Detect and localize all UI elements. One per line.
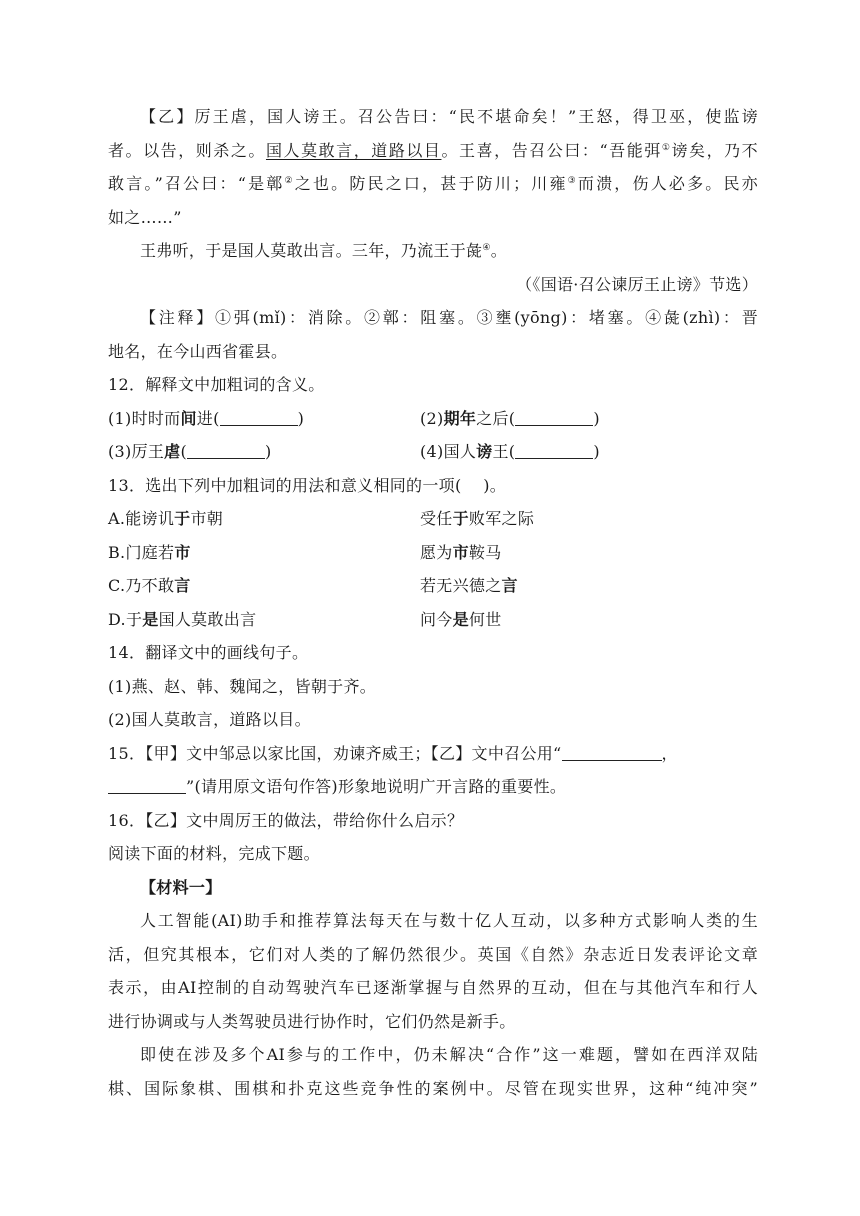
q13-option-c[interactable]: C.乃不敢言 若无兴德之言 bbox=[108, 576, 518, 595]
material-line: 活，但究其根本，它们对人类的了解仍然很少。英国《自然》杂志近日发表评论文章 bbox=[108, 944, 758, 964]
passage-line: 者。以告，则杀之。国人莫敢言，道路以目。王喜，告召公曰：“吾能弭①谤矣，乃不 bbox=[108, 140, 758, 160]
question-12-row bbox=[108, 402, 758, 436]
question-14-stem: 14．翻译文中的画线句子。 bbox=[108, 643, 309, 662]
underlined-sentence: 国人莫敢言，道路以目 bbox=[265, 140, 442, 160]
answer-blank[interactable] bbox=[515, 442, 593, 459]
document-page bbox=[108, 100, 758, 1105]
material-line: 进行协调或与人类驾驶员进行协作时，它们仍然是新手。 bbox=[108, 1011, 516, 1031]
material-heading: 【材料一】 bbox=[140, 877, 222, 897]
material-line: 棋、国际象棋、围棋和扑克这些竞争性的案例中。尽管在现实世界，这种“纯冲突” bbox=[108, 1078, 758, 1098]
question-15-line: 15．【甲】文中邹忌以家比国，劝谏齐威王；【乙】文中召公用“ ， bbox=[108, 743, 678, 763]
passage-line: 王弗听，于是国人莫敢出言。三年，乃流王于彘④。 bbox=[140, 241, 507, 260]
question-13-stem: 13．选出下列中加粗词的用法和意义相同的一项( )。 bbox=[108, 475, 507, 495]
question-15-line: ”(请用原文语句作答)形象地说明广开言路的重要性。 bbox=[108, 770, 758, 804]
answer-blank[interactable] bbox=[108, 777, 186, 794]
source-citation: （《国语·召公谏厉王止谤》节选） bbox=[516, 274, 758, 294]
q13-option-d[interactable]: D.于是国人莫敢出言 问今是何世 bbox=[108, 609, 502, 629]
passage-line: 敢言。”召公曰：“是鄣②之也。防民之口，甚于防川；川雍③而溃，伤人必多。民亦 bbox=[108, 174, 758, 193]
answer-blank[interactable] bbox=[515, 409, 593, 426]
passage-line: 【乙】厉王虐，国人谤王。召公告曰：“民不堪命矣！”王怒，得卫巫，使监谤 bbox=[140, 107, 758, 126]
question-16-stem: 16．【乙】文中周厉王的做法，带给你什么启示？ bbox=[108, 810, 464, 830]
answer-blank[interactable] bbox=[562, 744, 662, 761]
question-12-row bbox=[108, 435, 758, 469]
q12-item-1: (1)时时而间进( ) bbox=[108, 408, 305, 428]
annotation-line: 【注释】①弭(mǐ)：消除。②鄣：阻塞。③壅(yōng)：堵塞。④彘(zhì)：晋 bbox=[140, 308, 758, 327]
passage-line: 如之……” bbox=[108, 207, 182, 227]
q12-item-4: (4)国人谤王( ) bbox=[420, 442, 600, 461]
q12-item-2: (2)期年之后( ) bbox=[420, 408, 600, 428]
annotation-line: 地名，在今山西省霍县。 bbox=[108, 341, 288, 361]
material-line: 表示，由AI控制的自动驾驶汽车已逐渐掌握与自然界的互动，但在与其他汽车和行人 bbox=[108, 978, 758, 997]
q14-sentence-2: (2)国人莫敢言，道路以目。 bbox=[108, 710, 311, 729]
material-line: 即使在涉及多个AI参与的工作中，仍未解决“合作”这一难题，譬如在西洋双陆 bbox=[140, 1045, 758, 1064]
q13-option-b[interactable]: B.门庭若市 愿为市鞍马 bbox=[108, 542, 502, 562]
question-12-stem: 12．解释文中加粗词的含义。 bbox=[108, 375, 325, 394]
material-line: 人工智能(AI)助手和推荐算法每天在与数十亿人互动，以多种方式影响人类的生 bbox=[140, 911, 758, 930]
reading-instruction: 阅读下面的材料，完成下题。 bbox=[108, 844, 320, 863]
q13-option-a[interactable]: A.能谤讥于市朝 受任于败军之际 bbox=[108, 509, 535, 528]
q14-sentence-1: (1)燕、赵、韩、魏闻之，皆朝于齐。 bbox=[108, 676, 377, 696]
answer-blank[interactable] bbox=[220, 409, 298, 426]
answer-blank[interactable] bbox=[187, 442, 265, 459]
q12-item-3: (3)厉王虐( ) bbox=[108, 442, 272, 461]
